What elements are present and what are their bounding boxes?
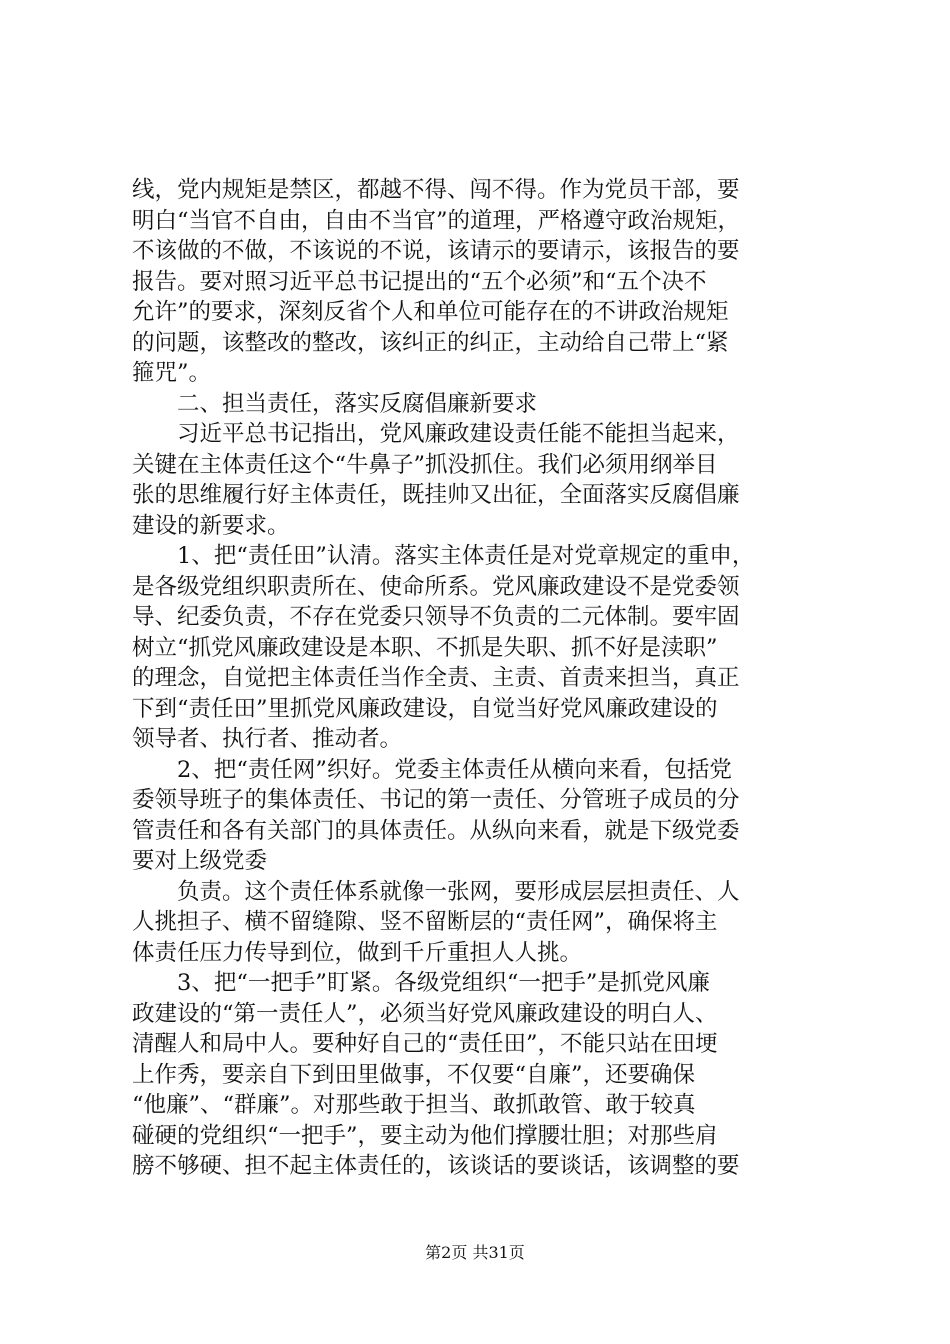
body-text-line: 3、把“一把手”盯紧。各级党组织“一把手”是抓党风廉 bbox=[132, 970, 710, 996]
body-text-line: 箍咒”。 bbox=[132, 360, 212, 386]
body-text-line: 政建设的“第一责任人”，必须当好党风廉政建设的明白人、 bbox=[132, 1000, 718, 1027]
body-text-line: 明白“当官不自由，自由不当官”的道理，严格遵守政治规矩， bbox=[132, 207, 741, 234]
body-text-line: 委领导班子的集体责任、书记的第一责任、分管班子成员的分 bbox=[132, 787, 740, 813]
body-text-line: 习近平总书记指出，党风廉政建设责任能不能担当起来， bbox=[132, 421, 740, 447]
body-text-line: 碰硬的党组织“一把手”，要主动为他们撑腰壮胆；对那些肩 bbox=[132, 1122, 718, 1149]
body-text-line: 1、把“责任田”认清。落实主体责任是对党章规定的重申， bbox=[132, 543, 755, 569]
body-text-line: 建设的新要求。 bbox=[132, 512, 290, 539]
body-text-line: 允许”的要求，深刻反省个人和单位可能存在的不讲政治规矩 bbox=[132, 299, 729, 325]
body-text-line: 的问题，该整改的整改，该纠正的纠正，主动给自己带上“紧 bbox=[132, 329, 729, 356]
body-text-line: 清醒人和局中人。要种好自己的“责任田”，不能只站在田埂 bbox=[132, 1031, 718, 1057]
body-text-line: 报告。要对照习近平总书记提出的“五个必须”和“五个决不 bbox=[132, 268, 707, 295]
body-text-line: 负责。这个责任体系就像一张网，要形成层层担责任、人 bbox=[132, 878, 740, 905]
body-text-line: 不该做的不做，不该说的不说，该请示的要请示，该报告的要 bbox=[132, 238, 740, 264]
page-number-footer: 第2页 共31页 bbox=[425, 1243, 525, 1262]
body-text-line: 是各级党组织职责所在、使命所系。党风廉政建设不是党委领 bbox=[132, 573, 740, 600]
body-text-line: 要对上级党委 bbox=[132, 848, 268, 874]
body-text-line: 关键在主体责任这个“牛鼻子”抓没抓住。我们必须用纲举目 bbox=[132, 451, 718, 478]
body-text-line: “他廉”、“群廉”。对那些敢于担当、敢抓敢管、敢于较真 bbox=[132, 1092, 696, 1118]
body-text-line: 线，党内规矩是禁区，都越不得、闯不得。作为党员干部，要 bbox=[132, 177, 740, 203]
body-text-line: 树立“抓党风廉政建设是本职、不抓是失职、抓不好是渎职” bbox=[132, 634, 718, 661]
body-text-line: 下到“责任田”里抓党风廉政建设，自觉当好党风廉政建设的 bbox=[132, 695, 718, 722]
body-text-line: 张的思维履行好主体责任，既挂帅又出征，全面落实反腐倡廉 bbox=[132, 482, 740, 508]
body-text-line: 上作秀，要亲自下到田里做事，不仅要“自廉”，还要确保 bbox=[132, 1061, 696, 1088]
body-text-line: 导、纪委负责，不存在党委只领导不负责的二元体制。要牢固 bbox=[132, 604, 740, 630]
body-text-line: 体责任压力传导到位，做到千斤重担人人挑。 bbox=[132, 939, 583, 966]
body-text-line: 膀不够硬、担不起主体责任的，该谈话的要谈话，该调整的要 bbox=[132, 1153, 740, 1179]
body-text-line: 人挑担子、横不留缝隙、竖不留断层的“责任网”，确保将主 bbox=[132, 909, 718, 935]
body-text-line: 的理念，自觉把主体责任当作全责、主责、首责来担当，真正 bbox=[132, 665, 740, 691]
body-text-line: 2、把“责任网”织好。党委主体责任从横向来看，包括党 bbox=[132, 756, 732, 783]
body-text-line: 管责任和各有关部门的具体责任。从纵向来看，就是下级党委 bbox=[132, 817, 740, 844]
body-text-line: 领导者、执行者、推动者。 bbox=[132, 726, 403, 752]
section-heading: 二、担当责任，落实反腐倡廉新要求 bbox=[132, 390, 538, 417]
